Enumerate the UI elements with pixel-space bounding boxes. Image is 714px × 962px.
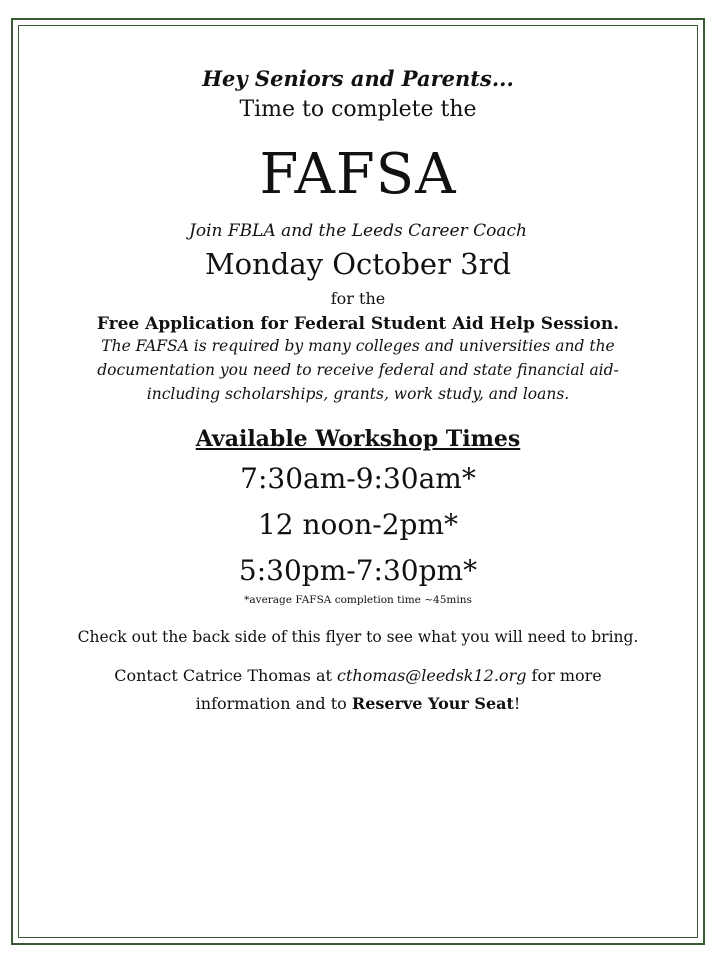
for-the-text: for the [330, 289, 386, 308]
contact-line2-prefix: information and to [195, 694, 347, 713]
contact-line-1 [22, 662, 694, 690]
reserve-seat-text: Reserve Your Seat [351, 694, 514, 713]
flyer-content [22, 28, 694, 718]
footnote: *average FAFSA completion time ~45mins [244, 594, 472, 606]
times-heading: Available Workshop Times [195, 426, 521, 452]
backside-note: Check out the back side of this flyer to see what you will need to bring. [77, 628, 639, 646]
description-line: The FAFSA is required by many colleges and universities and the [101, 337, 615, 355]
contact-line2-suffix: ! [513, 694, 521, 713]
contact-email-link[interactable]: cthomas@leedsk12.org [337, 666, 527, 685]
description-line: including scholarships, grants, work study, and loans. [146, 385, 570, 403]
page-title: FAFSA [259, 142, 457, 207]
workshop-time: 7:30am-9:30am* [240, 462, 476, 495]
contact-line-2 [22, 690, 694, 718]
session-title: Free Application for Federal Student Aid Help Session. [96, 314, 620, 334]
join-text: Join FBLA and the Leeds Career Coach [189, 221, 527, 241]
contact-suffix: for more [531, 666, 602, 685]
event-date: Monday October 3rd [204, 247, 512, 281]
workshop-time: 12 noon-2pm* [257, 508, 459, 541]
greeting: Hey Seniors and Parents... [202, 66, 514, 91]
workshop-time: 5:30pm-7:30pm* [238, 554, 478, 587]
description-line: documentation you need to receive federal and state financial aid- [97, 361, 619, 379]
contact-prefix: Contact Catrice Thomas at [114, 666, 332, 685]
intro-text: Time to complete the [239, 97, 477, 122]
